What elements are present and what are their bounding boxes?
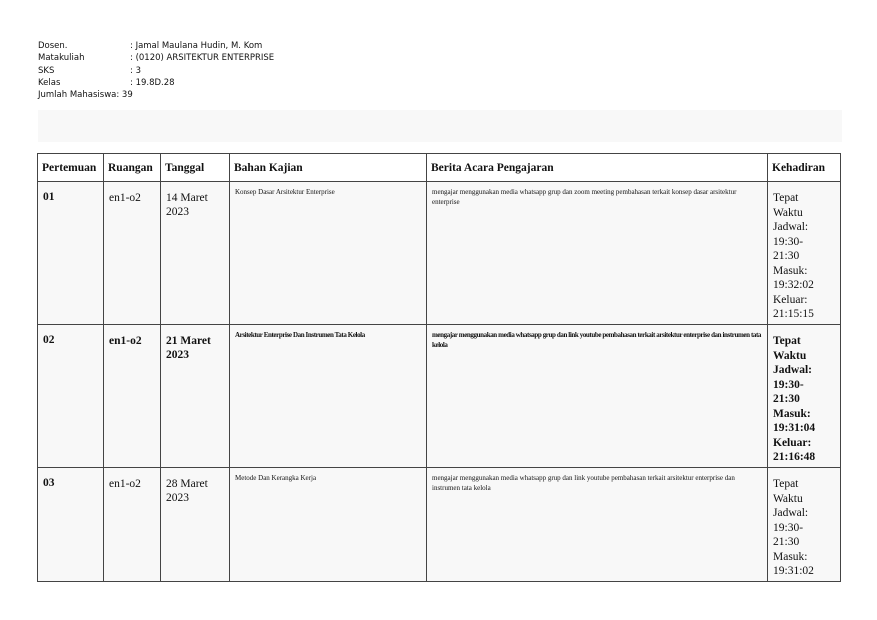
cell-ruangan: en1-o2 xyxy=(104,182,161,325)
cell-kehadiran xyxy=(768,182,841,325)
matakuliah-value: : (0120) ARSITEKTUR ENTERPRISE xyxy=(130,53,275,64)
header-band xyxy=(38,110,842,142)
kehadiran-line: Jadwal: xyxy=(773,221,809,233)
header-pertemuan: Pertemuan xyxy=(38,154,104,182)
kehadiran-line: 21:30 xyxy=(773,250,800,262)
jumlah-label: Jumlah Mahasiswa xyxy=(38,90,117,101)
table-row xyxy=(38,182,841,325)
kehadiran-line: Keluar: xyxy=(773,293,808,306)
info-row-dosen xyxy=(38,40,274,52)
kehadiran-line: 21:15:15 xyxy=(773,308,814,320)
cell-ruangan: en1-o2 xyxy=(104,468,161,582)
kehadiran-line: 19:31:04 xyxy=(773,422,816,434)
table-header-row xyxy=(38,154,841,182)
kehadiran-line: Waktu xyxy=(773,206,803,219)
info-row-jumlah xyxy=(38,89,274,101)
cell-tanggal: 14 Maret 2023 xyxy=(161,182,230,325)
cell-berita-acara: mengajar menggunakan media whatsapp grup dan zoom meeting pembahasan terkait konsep dasar arsitektur enterprise xyxy=(427,182,768,325)
kehadiran-line: Tepat xyxy=(773,192,799,204)
kehadiran-line: Tepat xyxy=(773,478,799,490)
kehadiran-line: 21:30 xyxy=(773,393,800,405)
kehadiran-line: 19:31:02 xyxy=(773,565,814,577)
kehadiran-line: Keluar: xyxy=(773,436,812,449)
header-kehadiran: Kehadiran xyxy=(768,154,841,182)
cell-tanggal: 21 Maret 2023 xyxy=(161,325,230,468)
kehadiran-line: Jadwal: xyxy=(773,507,809,519)
kehadiran-line: 21:30 xyxy=(773,536,800,548)
kehadiran-line: 21:16:48 xyxy=(773,451,816,463)
kehadiran-line: 19:30- xyxy=(773,235,804,248)
dosen-label: Dosen. xyxy=(38,41,68,51)
cell-pertemuan: 01 xyxy=(38,182,104,325)
cell-pertemuan: 03 xyxy=(38,468,104,582)
dosen-value: : Jamal Maulana Hudin, M. Kom xyxy=(130,41,263,51)
matakuliah-label: Matakuliah xyxy=(38,53,85,64)
cell-kehadiran xyxy=(768,325,841,468)
kehadiran-line: Tepat xyxy=(773,335,801,347)
header-ruangan: Ruangan xyxy=(104,154,161,182)
kehadiran-line: 19:32:02 xyxy=(773,279,814,291)
cell-tanggal: 28 Maret 2023 xyxy=(161,468,230,582)
kehadiran-line: Jadwal: xyxy=(773,364,812,376)
cell-bahan-kajian: Metode Dan Kerangka Kerja xyxy=(230,468,427,582)
kehadiran-line: Waktu xyxy=(773,492,803,505)
kehadiran-line: 19:30- xyxy=(773,378,804,391)
sks-label: SKS xyxy=(38,65,55,76)
header-bahan-kajian: Bahan Kajian xyxy=(230,154,427,182)
cell-kehadiran xyxy=(768,468,841,582)
cell-pertemuan: 02 xyxy=(38,325,104,468)
kehadiran-line: Masuk: xyxy=(773,550,808,563)
kelas-value: : 19.8D.28 xyxy=(130,77,175,88)
kehadiran-line: Waktu xyxy=(773,349,807,362)
kehadiran-line: Masuk: xyxy=(773,264,808,277)
info-row-kelas xyxy=(38,77,274,89)
table-row xyxy=(38,325,841,468)
cell-berita-acara: mengajar menggunakan media whatsapp grup dan link youtube pembahasan terkait arsitektur enterprise dan instrumen tata kelola xyxy=(427,468,768,582)
kelas-label: Kelas xyxy=(38,77,61,88)
table-row xyxy=(38,468,841,582)
cell-ruangan: en1-o2 xyxy=(104,325,161,468)
header-tanggal: Tanggal xyxy=(161,154,230,182)
kehadiran-line: 19:30- xyxy=(773,521,804,534)
kehadiran-line: Masuk: xyxy=(773,407,811,420)
teaching-log-table xyxy=(37,153,841,582)
jumlah-value: : 39 xyxy=(116,90,133,101)
cell-berita-acara: mengajar menggunakan media whatsapp grup dan link youtube pembahasan terkait arsitektur enterprise dan instrumen tata kelola xyxy=(427,325,768,468)
header-berita-acara: Berita Acara Pengajaran xyxy=(427,154,768,182)
course-info xyxy=(38,40,274,101)
info-row-matakuliah xyxy=(38,52,274,64)
cell-bahan-kajian: Konsep Dasar Arsitektur Enterprise xyxy=(230,182,427,325)
cell-bahan-kajian: Arsitektur Enterprise Dan Instrumen Tata Kelola xyxy=(230,325,427,468)
sks-value: : 3 xyxy=(130,65,141,76)
info-row-sks xyxy=(38,65,274,77)
